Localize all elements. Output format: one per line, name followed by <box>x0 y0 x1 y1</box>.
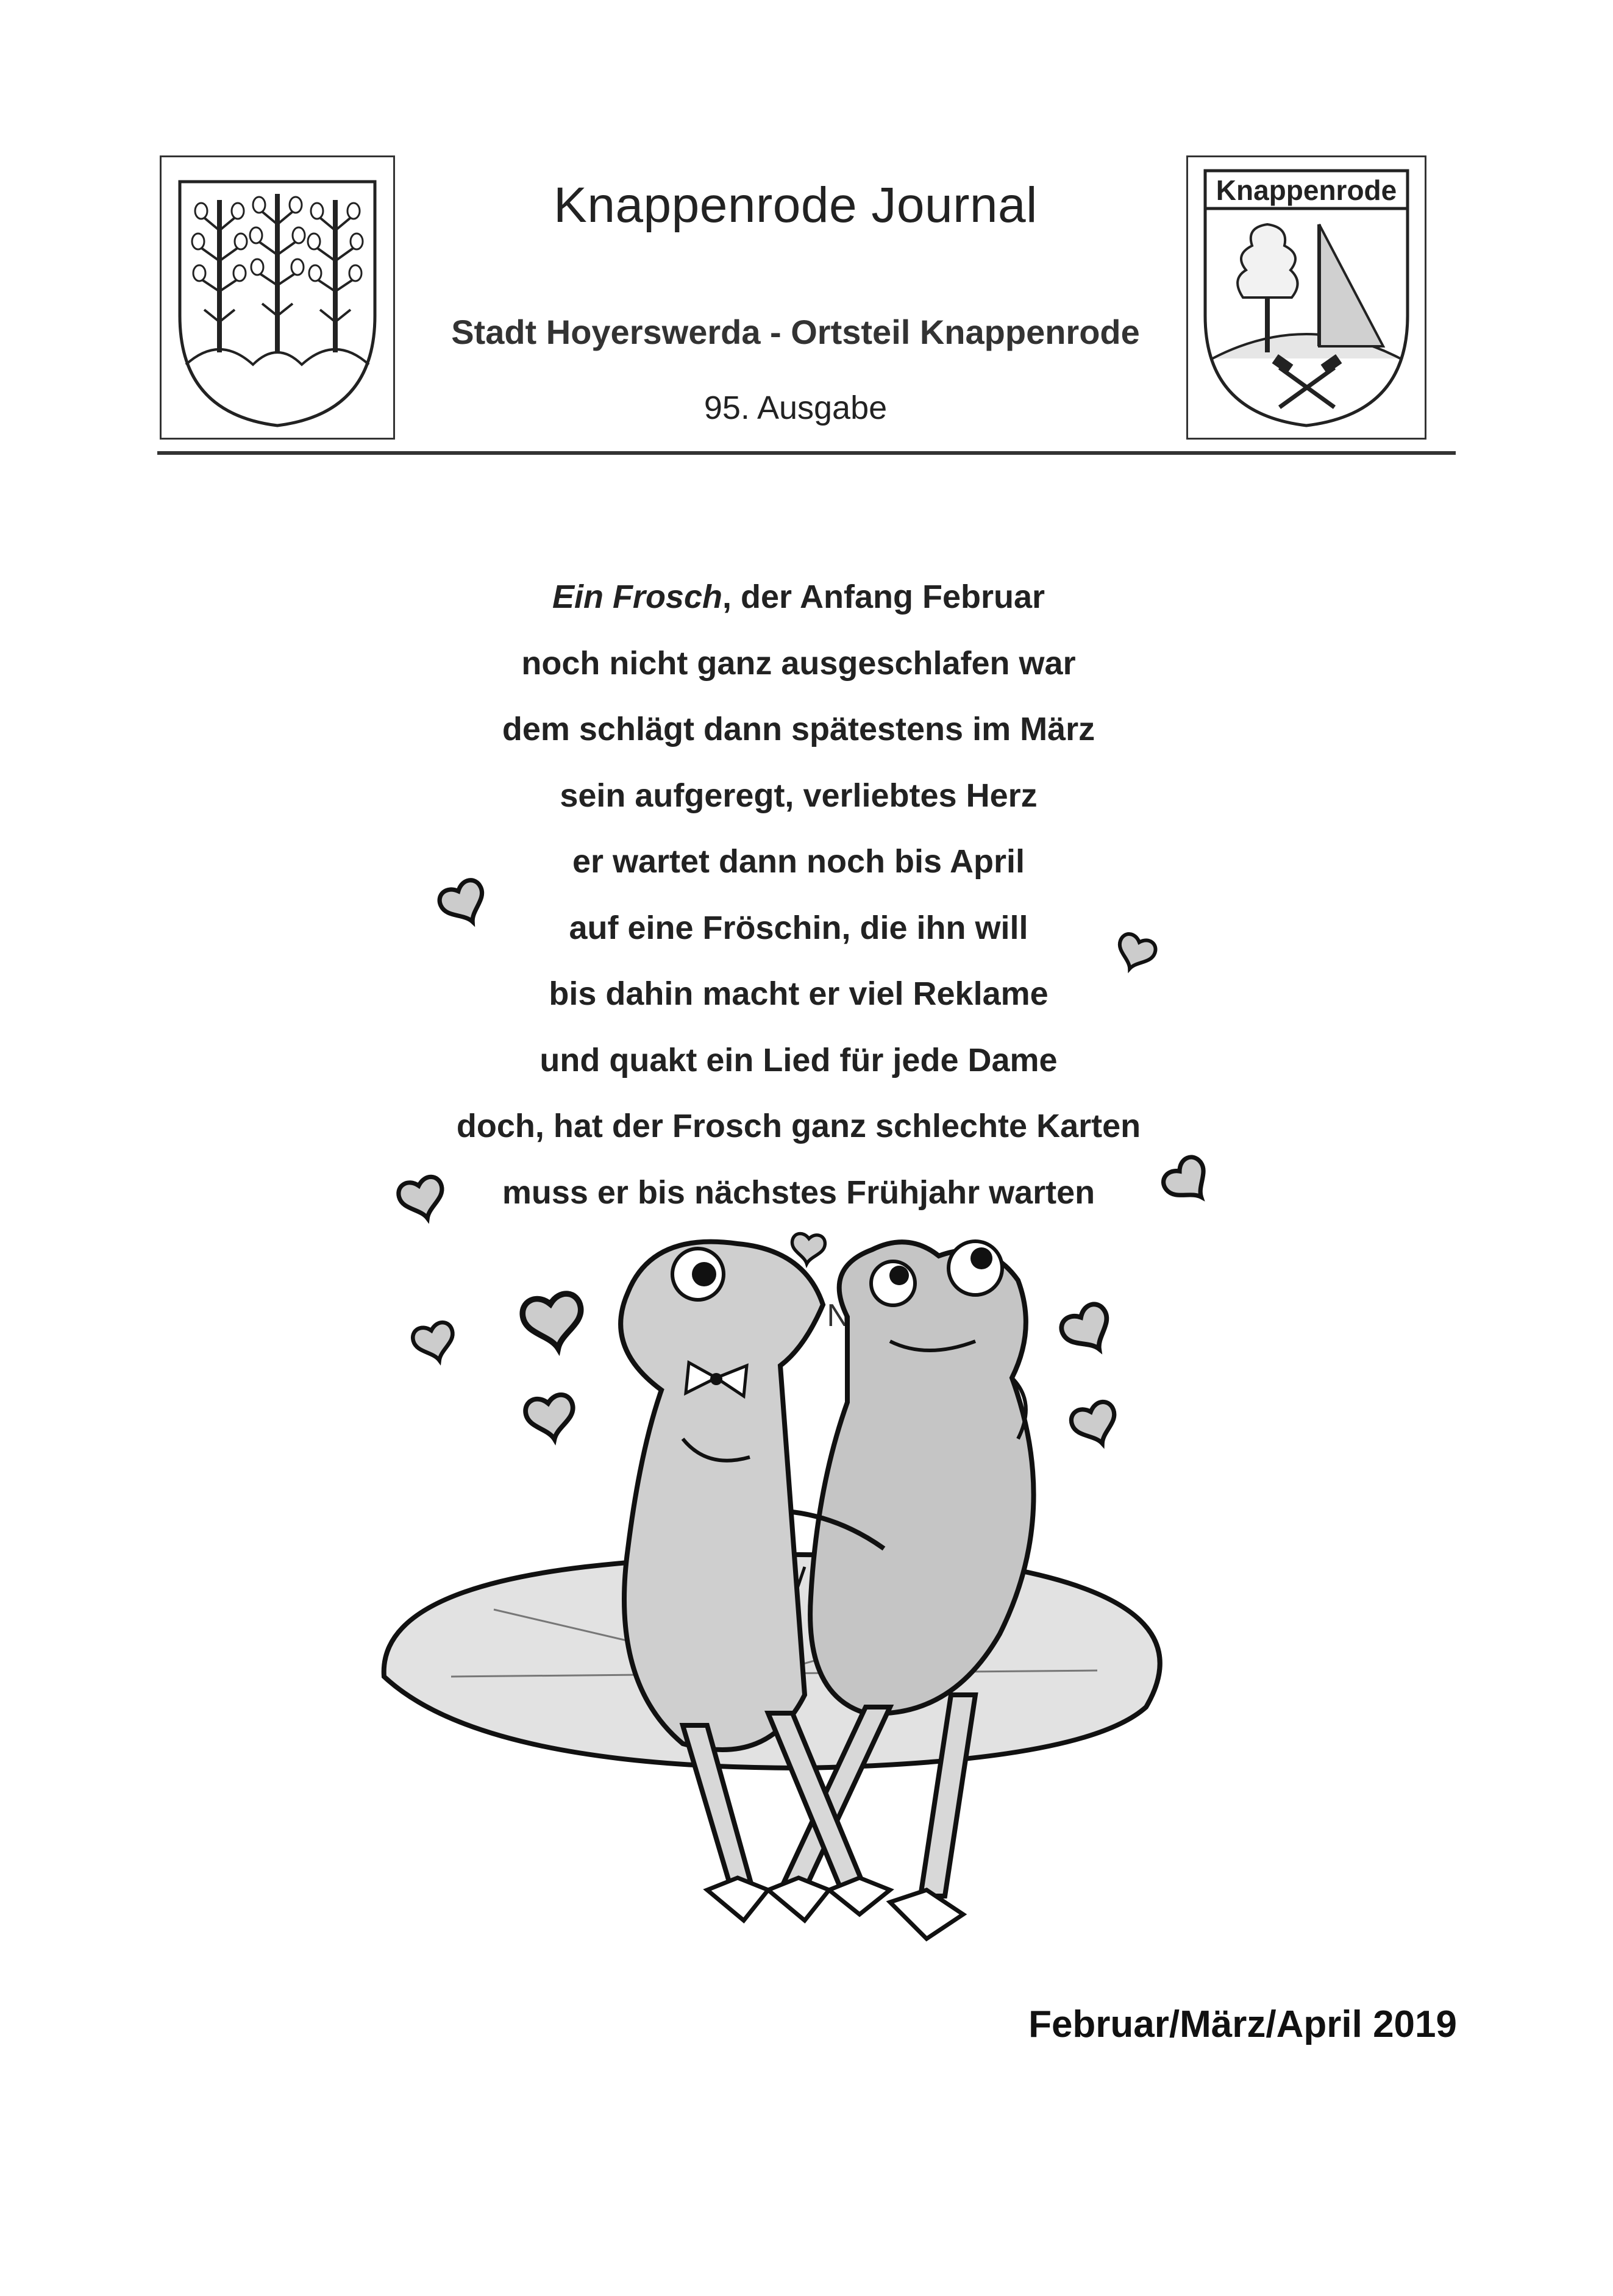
frogs-on-lily-pad-illustration <box>341 841 1231 1981</box>
oak-trees-crest-icon <box>162 157 393 438</box>
tree-sail-hammer-crest-icon <box>1188 157 1425 438</box>
poem-line: doch, hat der Frosch ganz schlechte Karten <box>456 1108 1141 1144</box>
poem-line: und quakt ein Lied für jede Dame <box>539 1041 1058 1078</box>
poem-line: sein aufgeregt, verliebtes Herz <box>560 777 1038 814</box>
poem-line: muss er bis nächstes Frühjahr warten <box>502 1174 1095 1211</box>
poem-line: bis dahin macht er viel Reklame <box>549 975 1049 1012</box>
poem-line: noch nicht ganz ausgeschlafen war <box>521 644 1076 682</box>
poem-emphasis: Ein Frosch <box>552 579 722 615</box>
journal-title: Knappenrode Journal <box>554 177 1038 233</box>
issue-date: Februar/März/April 2019 <box>1028 2003 1457 2045</box>
poem-line: dem schlägt dann spätestens im März <box>502 711 1095 747</box>
poem-line: er wartet dann noch bis April <box>572 843 1025 880</box>
hoyerswerda-crest <box>160 155 395 440</box>
crest-label: Knappenrode <box>1216 174 1397 206</box>
journal-subtitle: Stadt Hoyerswerda - Ortsteil Knappenrode <box>451 313 1140 351</box>
knappenrode-crest <box>1186 155 1426 440</box>
header-divider <box>157 451 1456 455</box>
poem-line-1-rest: , der Anfang Februar <box>722 579 1045 615</box>
poem-line-1 <box>305 564 1292 630</box>
issue-number: 95. Ausgabe <box>703 390 888 426</box>
poem-line: auf eine Fröschin, die ihn will <box>569 909 1028 946</box>
